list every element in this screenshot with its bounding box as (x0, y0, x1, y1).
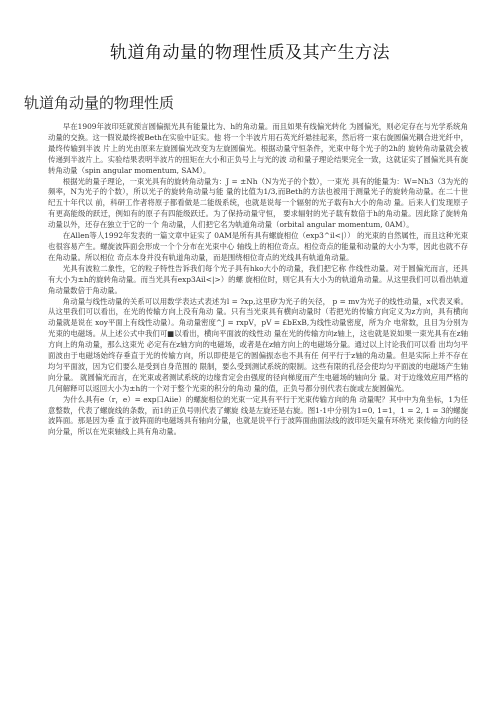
paragraph: 光具有波粒二象性，它的粒子特性告诉我们每个光子具有hko大小的动量，我们把它称 作线性动量。对于圆偏光而言，还具有大小为±h的旋转角动量。而当光具有exp3Ail<|>）的螺 旋相位时，则它具有大小为的轨道角动量。从这里我们可以看出轨道角动量数倍于角动量。 (48, 263, 468, 295)
section-heading: 轨道角动量的物理性质 (24, 94, 175, 112)
body-text (48, 122, 468, 438)
paragraph: 早在1909年波印廷就预言圆偏振光具有能量比为、h的角动量。而且如果有线偏光转化 为圆偏光，则必定存在与光学系统角动量的交换。这一假说最终被Beth在实验中证实。他 将一个半波片用石英光纤悬挂起来，然后将一束右旋圆偏光耦合进光纤中，最终传输到半波 片上的光由原来左旋圆偏光改变为左旋圆偏光。根据动量守恒条件，光束中每个光子的2h的 旋转角动量就会被传递到半波片上。实验结果表明半波片的扭矩在大小和正负号上与光的波 动和量子理论结果完全一致，这就证实了圆偏光具有旋转角动量（spin angular momentum, SAM）。 (48, 122, 468, 175)
paragraph: 角动量与线性动量的关系可以用数学表达式表述为l = ?xp,这里矽为光子的矢径， p = mv为光子的线性动量，x代表叉乘。从这里我们可以看出，在光的传输方向上没有角动 量。只有当光束具有横向动量时（若把光的传输方向定义为z方向，具有横向动量就是说在 xoy平面上有线性动量）。角动量密度^J = rxpV，pV = £bExB,为线性动量密度，所为介 电常数，且目为分别为光束的电磁场。从上述公式中我们可■以看出，横向平面波的线性动 量在光的传输方向z轴上，这也就是说如果一束光具有在z轴方向上的角动量，那么这束光 必定有在z轴方向的电磁场，或者是在z轴方向上的电磁场分量。通过以上讨论我们可以看 出均匀平面波由于电磁场始终存垂直于光的传输方向，所以即使是它的圆偏振态也不具有任 何平行于z轴的角动量。但是实际上并不存在均匀平面波，因为它们要么是受到自身范围的 限制，要么受到测试系统的限制。这些有限的孔径会使均匀平面波的电磁场产生轴向分量。 就圆偏光而言，在光束或者测试系统的边缘肯定会由强度的径向梯度而产生电磁场的轴向分 量。对于边缘效应用严格的几何解释可以返回大小为±h的一个对于整个光束的积分的角动 量的值，正负号都分别代表右旋或左旋圆偏光。 (48, 296, 468, 393)
paragraph: 根据光的量子理论，一束光具有的旋转角动量为：J = ±Nh（N为光子的个数），一束光 具有的能量为：W=Nh3（3为光的频率，N为光子的个数），所以光子的旋转角动量与能 量的比值为1/3,而Beth的方法也被用于测量光子的旋转角动量。在二十世纪五十年代以 前，科研工作者将原子都看做是二能级系统，也就是说每一个辐射的光子载有h大小的角动 量。后来人们发现原子有更高能级的跃迁，例如有的原子有四能级跃迁。为了保持动量守恒， 要求辐射的光子载有数倍于h的角动量。因此除了旋转角动量以外，还存在独立于它的一个 角动量，人们把它名为轨道角动量（orbital angular momentum, 0AM）。 (48, 176, 468, 230)
document-title: 轨道角动量的物理性质及其产生方法 (110, 43, 390, 63)
paragraph: 在Allen等人1992年发表的一篇文章中证实了 0AM是所有具有螺旋相位（exp3^il<|）） 的光束的自然属性，而且这种光束也很容易产生。螺旋波阵面会形成一个个分布在光束中心 轴线上的相位奇点。相位奇点的能量和动量的大小为零，因此也就不存在角动量。所以相位 奇点本身并没有轨道角动量，而是围绕相位奇点的光线具有轨道角动量。 (48, 231, 468, 262)
paragraph: 为什么具有e（r，e）= exp口Aiie）的螺旋相位的光束一定具有平行于光束传输方向的角 动量呢？其中中为角坐标，1为任意整数，代表了螺旋线的条数，而1的正负号则代表了螺旋 线是左旋还是右旋。图1-1中分别为1=0, 1=1，1 = 2, 1 = 3的螺旋波阵面。那是因为垂 直于波阵面的电磁场具有轴向分量，也就是说平行于波阵面曲面法线的波印廷矢量有环绕光 束传输方向的径向分量，所以在光束轴线上具有角动量。 (48, 394, 468, 437)
